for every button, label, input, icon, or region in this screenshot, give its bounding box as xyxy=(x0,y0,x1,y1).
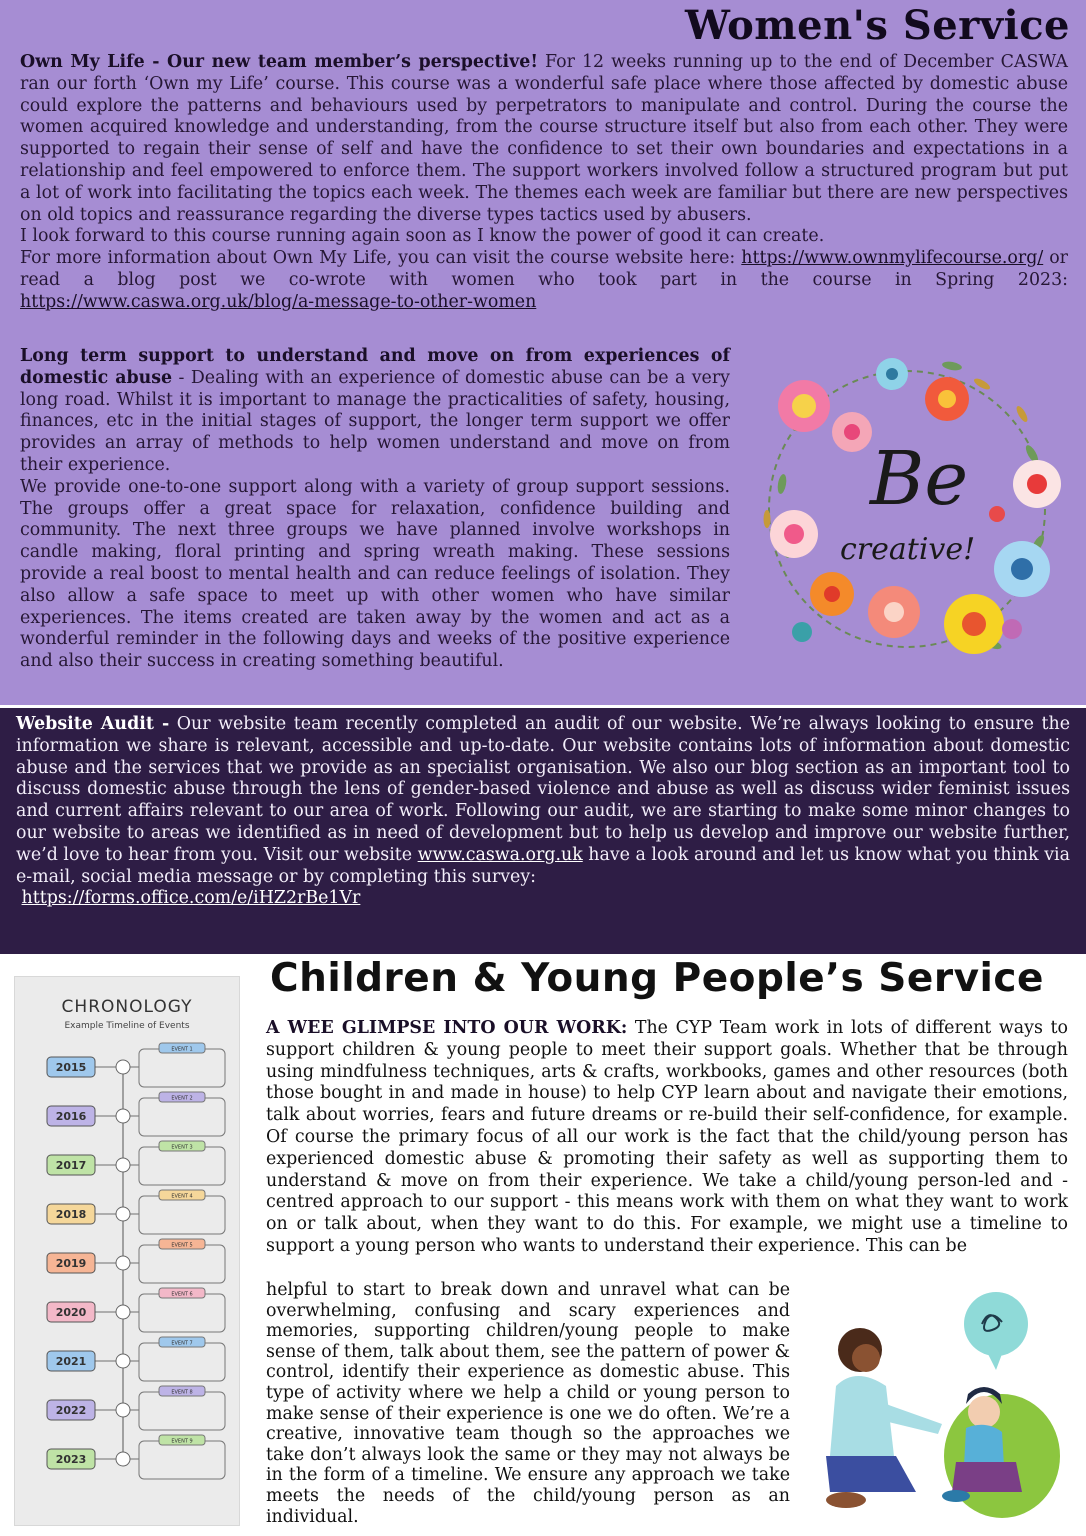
website-audit-body-1: Our website team recently completed an audit of our website. We’re always looking to ensure the information we share is relevant, accessible and up-to-date. Our website contains lots of information about domestic abuse and the services that we provide as an specialist organisation. We also our blog section as an important tool to discuss domestic abuse through the lens of gender-based violence and abuse as well as discuss wider feminist issues and current affairs relevant to our area of work. Following our audit, we are starting to make some minor changes to our website to areas we identified as in need of development but to help us develop and improve our website further, we’d love to hear from you. Visit our website xyxy=(16,714,1071,865)
website-audit-article xyxy=(16,714,1070,910)
website-audit-heading: Website Audit - xyxy=(16,714,170,734)
womens-service-section xyxy=(0,0,1086,705)
cyp-article-part-1 xyxy=(266,1018,1068,1258)
long-term-support-heading: Long term support to understand and move on from experiences of domestic abuse xyxy=(20,346,730,388)
own-my-life-body-1: For 12 weeks running up to the end of December CASWA ran our forth ‘Own my Life’ course. This course was a wonderful safe place where those affected by domestic abuse could explore the patterns and behaviours used by perpetrators to manipulate and control. During the course the women acquired knowledge and understanding, from the course structure itself but also from each other. They were supported to regain their sense of self and have the confidence to set their own boundaries and expectations in a relationship and feel empowered to enforce them. The support workers involved follow a structured program but put a lot of work into facilitating the topics each week. The themes each week are familiar but there are new perspectives on old topics and reassurance regarding the diverse types tactics used by abusers. xyxy=(20,52,1068,225)
timeline-year-label: 2019 xyxy=(55,1257,87,1270)
timeline-event-box xyxy=(139,1291,225,1332)
timeline-event-box xyxy=(139,1095,225,1136)
be-creative-wreath-illustration xyxy=(742,344,1072,674)
long-term-support-body-2: We provide one-to-one support along with a variety of group support sessions. The groups offer a great space for relaxation, confidence building and community. The next three groups we have planned involve workshops in candle making, floral printing and spring wreath making. These sessions provide a real boost to mental health and can reduce feelings of isolation. They also allow a safe space to meet up with other women who have similar experiences. The items created are taken away by the women and act as a wonderful reminder in the following days and weeks of the positive experience and also their success in creating something beautiful. xyxy=(20,476,730,672)
survey-link[interactable]: https://forms.office.com/e/iHZ2rBe1Vr xyxy=(21,888,361,909)
timeline-title: CHRONOLOGY xyxy=(61,997,193,1017)
long-term-support-body-1: - Dealing with an experience of domestic abuse can be a very long road. Whilst it is important to manage the practicalities of safety, housing, finances, etc in the initial stages of support, the longer term support we offer provides an array of methods to help women understand and move on from their experience. xyxy=(20,367,730,475)
own-my-life-body-3: For more information about Own My Life, you can visit the course website here: xyxy=(20,248,742,269)
timeline-event-box xyxy=(139,1340,225,1381)
timeline-event-box xyxy=(139,1438,225,1479)
timeline-event-box xyxy=(139,1046,225,1087)
timeline-entry xyxy=(47,1435,225,1479)
website-audit-section xyxy=(0,708,1086,954)
timeline-year-label: 2020 xyxy=(55,1306,87,1319)
own-my-life-body-4: or read a blog post we co-wrote with women who took part in the course in Spring 2023: xyxy=(20,248,1068,290)
wreath-text-creative: creative! xyxy=(840,532,976,567)
timeline-event-label: EVENT 2 xyxy=(171,1095,193,1102)
timeline-event-box xyxy=(139,1144,225,1185)
timeline-drawing xyxy=(15,977,239,1525)
timeline-event-label: EVENT 6 xyxy=(171,1291,193,1298)
website-audit-body-2: have a look around and let us know what you think via e-mail, social media message or by completing this survey: xyxy=(16,844,1070,887)
timeline-year-label: 2018 xyxy=(55,1208,87,1221)
blog-post-link[interactable]: https://www.caswa.org.uk/blog/a-message-to-other-women xyxy=(20,291,537,312)
timeline-event-label: EVENT 8 xyxy=(171,1389,193,1396)
cyp-service-title: Children & Young People’s Service xyxy=(270,956,1044,1001)
long-term-support-article xyxy=(20,346,730,673)
timeline-event-box xyxy=(139,1389,225,1430)
timeline-entry xyxy=(47,1043,225,1087)
timeline-year-label: 2017 xyxy=(55,1159,87,1172)
womens-service-title: Women's Service xyxy=(684,2,1070,49)
timeline-entry xyxy=(47,1239,225,1283)
timeline-year-label: 2023 xyxy=(55,1453,87,1466)
cyp-body-1: The CYP Team work in lots of different ways to support children & young people to meet their support goals. Whether that be through using mindfulness techniques, arts & crafts, workbooks, games and other resources (both those bought in and made in house) to help CYP learn about and navigate their emotions, talk about worries, fears and future dreams or re-build their self-confidence, for example. Of course the primary focus of all our work is the fact that the child/young person has experienced domestic abuse & promoting their safety as well as supporting them to understand & move on from their experience. We take a child/young person-led and -centred approach to our support - this means work with them on what they want to work on or talk about, when they want to do this. For example, we might use a timeline to support a young person who wants to understand their experience. This can be xyxy=(266,1018,1068,1256)
timeline-subtitle: Example Timeline of Events xyxy=(64,1021,190,1031)
timeline-year-label: 2022 xyxy=(55,1404,87,1417)
timeline-entry xyxy=(47,1190,225,1234)
timeline-event-label: EVENT 1 xyxy=(171,1046,193,1053)
caswa-website-link[interactable]: www.caswa.org.uk xyxy=(417,844,583,865)
own-my-life-course-link[interactable]: https://www.ownmylifecourse.org/ xyxy=(741,248,1044,269)
chronology-timeline-graphic xyxy=(14,976,240,1526)
timeline-event-label: EVENT 4 xyxy=(171,1193,193,1200)
own-my-life-heading: Own My Life - Our new team member’s perspective! xyxy=(20,52,538,72)
wreath-text-be: Be xyxy=(870,436,969,522)
timeline-year-label: 2016 xyxy=(55,1110,87,1123)
timeline-entry xyxy=(47,1141,225,1185)
timeline-entry xyxy=(47,1092,225,1136)
timeline-event-box xyxy=(139,1242,225,1283)
support-worker-with-child-illustration xyxy=(806,1286,1074,1522)
own-my-life-body-2: I look forward to this course running again soon as I know the power of good it can create. xyxy=(20,226,825,247)
timeline-event-label: EVENT 5 xyxy=(171,1242,193,1249)
timeline-entry xyxy=(47,1386,225,1430)
own-my-life-article xyxy=(20,52,1068,314)
timeline-entry xyxy=(47,1288,225,1332)
timeline-event-box xyxy=(139,1193,225,1234)
timeline-event-label: EVENT 3 xyxy=(171,1144,193,1151)
timeline-year-label: 2015 xyxy=(55,1061,87,1074)
timeline-event-label: EVENT 7 xyxy=(171,1340,193,1347)
timeline-entry xyxy=(47,1337,225,1381)
timeline-event-label: EVENT 9 xyxy=(171,1438,193,1445)
cyp-article-part-2: helpful to start to break down and unravel what can be overwhelming, confusing and scary experiences and memories, supporting children/young people to make sense of them, talk about them, see the pattern of power & control, identify their experience as domestic abuse. This type of activity where we help a child or young person to make sense of their experience is one we do often. We’re a creative, innovative team though so the approaches we take don’t always look the same or they may not always be in the form of a timeline. We ensure any approach we take meets the needs of the child/young person as an individual. xyxy=(266,1280,790,1527)
timeline-year-label: 2021 xyxy=(55,1355,87,1368)
cyp-heading: A WEE GLIMPSE INTO OUR WORK: xyxy=(266,1018,628,1038)
